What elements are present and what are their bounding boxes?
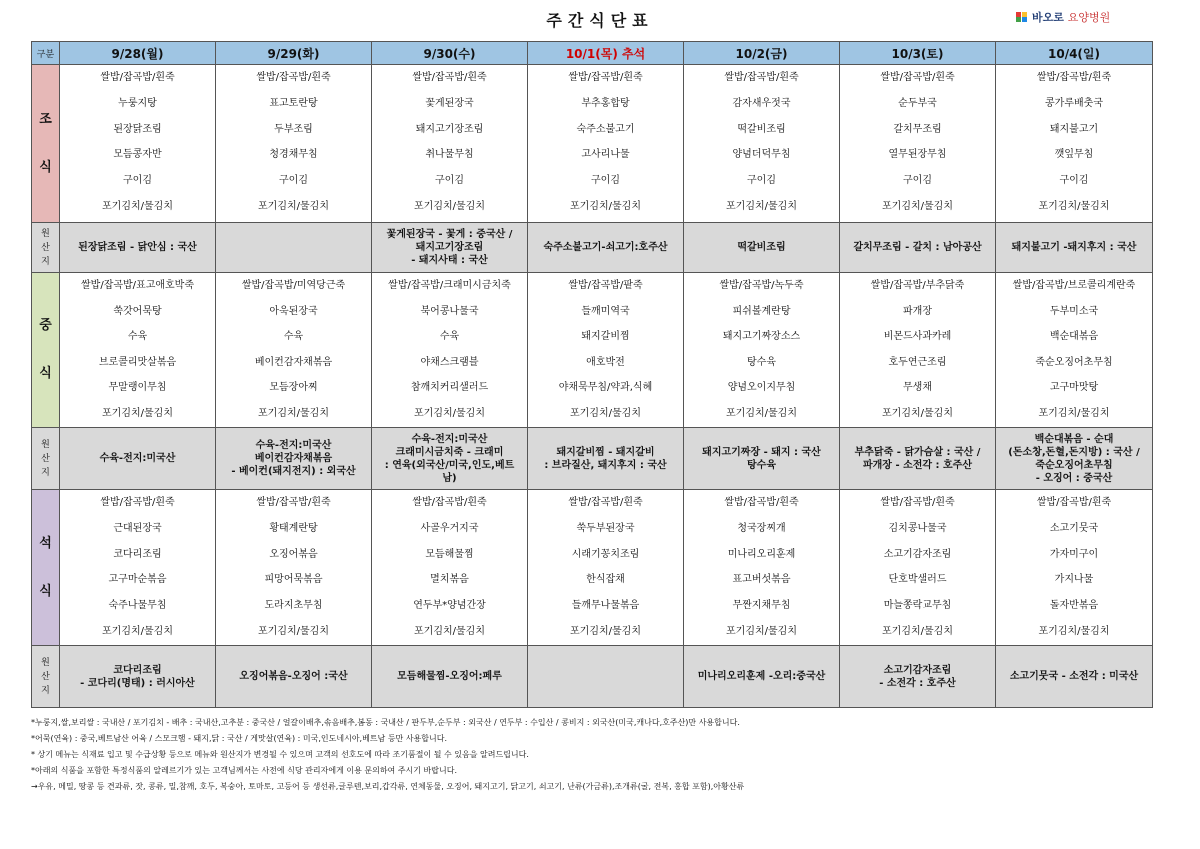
- menu-item: 구이김: [123, 175, 152, 187]
- menu-item-list: [60, 273, 215, 426]
- menu-item: 호두연근조림: [888, 356, 947, 368]
- menu-item: 포기김치/물김치: [102, 625, 173, 637]
- origin-cell: 돼지고기짜장 - 돼지 : 국산 탕수육: [684, 428, 840, 490]
- menu-item: 꽃게된장국: [425, 97, 474, 109]
- header-day: 9/28(월): [60, 42, 216, 65]
- menu-item: 수육: [127, 331, 148, 342]
- footnote: *아래의 식품을 포함한 특정식품의 알레르기가 있는 고객님께서는 사전에 식당 관리자에게 이용 문의하여 주시기 바랍니다.: [31, 766, 457, 775]
- page-title: 주간식단표: [546, 11, 654, 30]
- menu-item: 포기김치/물김치: [882, 625, 953, 637]
- menu-item: 쌀밥/잡곡밥/부추닭죽: [870, 280, 965, 291]
- origin-cell: 소고기감자조림 - 소전각 : 호주산: [840, 646, 996, 708]
- menu-item: 표고버섯볶음: [732, 574, 791, 586]
- menu-item-list: [840, 490, 995, 645]
- menu-item: 쑥갓어묵탕: [113, 305, 162, 317]
- menu-item: 구이김: [1059, 175, 1089, 187]
- menu-item: 구이김: [903, 175, 932, 187]
- menu-item: 오징어볶음: [269, 548, 318, 560]
- menu-item: 황태계란탕: [269, 522, 318, 534]
- menu-item: 포기김치/물김치: [258, 200, 329, 212]
- menu-item-list: [528, 65, 683, 220]
- origin-label: 원 산 지: [32, 428, 60, 490]
- menu-item: 모듬장아찌: [269, 382, 318, 393]
- menu-item: 포기김치/물김치: [102, 200, 173, 212]
- menu-item-list: [60, 490, 215, 645]
- menu-item: 포기김치/물김치: [414, 407, 485, 419]
- header-day: 9/29(화): [216, 42, 372, 65]
- menu-item: 구이김: [747, 175, 776, 187]
- menu-item: 아욱된장국: [269, 305, 318, 317]
- menu-item: 순두부국: [898, 97, 937, 109]
- menu-item-list: [372, 65, 527, 220]
- origin-cell: [216, 223, 372, 273]
- lunch-day-cell: [60, 273, 216, 428]
- breakfast-day-cell: [528, 65, 684, 223]
- menu-item: 가자미구이: [1049, 548, 1099, 560]
- menu-item: 두부미소국: [1049, 305, 1099, 317]
- menu-item-list: [840, 65, 995, 220]
- origin-cell: 오징어볶음-오징어 :국산: [216, 646, 372, 708]
- breakfast-origin-row: [32, 223, 1153, 273]
- menu-item: 가지나물: [1054, 574, 1094, 586]
- menu-item: 사골우거지국: [420, 522, 479, 534]
- menu-item: 쌀밥/잡곡밥/흰죽: [412, 72, 487, 83]
- menu-item: 쌀밥/잡곡밥/녹두죽: [719, 280, 804, 291]
- origin-cell: 떡갈비조림: [684, 223, 840, 273]
- origin-label: 원 산 지: [32, 223, 60, 273]
- menu-item: 들깨미역국: [581, 305, 630, 317]
- menu-item: 멸치볶음: [430, 574, 469, 586]
- menu-item: 쌀밥/잡곡밥/흰죽: [1036, 497, 1112, 508]
- menu-item-list: [216, 273, 371, 426]
- menu-item: 포기김치/물김치: [1038, 625, 1110, 637]
- dinner-day-cell: [684, 490, 840, 646]
- menu-item: 깻잎무침: [1054, 149, 1094, 161]
- menu-item: 피망어묵볶음: [264, 574, 323, 586]
- menu-item: 숙주나물무침: [108, 600, 167, 612]
- menu-item: 탕수육: [747, 356, 776, 368]
- menu-item: 포기김치/물김치: [258, 407, 329, 419]
- menu-item: 쌀밥/잡곡밥/미역당근죽: [241, 280, 346, 291]
- menu-item: 도라지초무침: [264, 600, 323, 612]
- menu-item: 연두부*양념간장: [413, 600, 486, 612]
- origin-cell: 돼지불고기 -돼지후지 : 국산: [996, 223, 1153, 273]
- menu-item: 애호박전: [586, 356, 625, 368]
- menu-item: 감자새우젓국: [732, 97, 791, 109]
- breakfast-day-cell: [60, 65, 216, 223]
- menu-item: 북어콩나물국: [420, 305, 479, 317]
- menu-item-list: [216, 65, 371, 220]
- hospital-logo: [1016, 9, 1110, 25]
- header-row: [32, 42, 1153, 65]
- origin-cell: 모듬해물찜-오징어:페루: [372, 646, 528, 708]
- menu-item: 단호박샐러드: [888, 574, 947, 586]
- menu-item: 돼지고기짜장소스: [722, 331, 801, 342]
- menu-item: 표고토란탕: [269, 97, 318, 109]
- menu-item-list: [996, 65, 1152, 220]
- menu-item-list: [996, 490, 1152, 645]
- logo-mark-icon: [1016, 12, 1028, 22]
- menu-item: 쌀밥/잡곡밥/흰죽: [256, 497, 331, 508]
- menu-item: 파개장: [903, 305, 932, 317]
- menu-item: 시래기꽁치조림: [571, 548, 640, 560]
- menu-item: 쌀밥/잡곡밥/흰죽: [100, 497, 175, 508]
- lunch-row: [32, 273, 1153, 428]
- menu-item: 쌀밥/잡곡밥/흰죽: [880, 497, 955, 508]
- menu-item: 쌀밥/잡곡밥/흰죽: [724, 497, 799, 508]
- menu-item: 김치콩나물국: [888, 522, 947, 534]
- footnote: *누룽지,쌀,보리쌀 : 국내산 / 포기김치 - 배추 : 국내산,고추분 : 중국산 / 얼갈이배추,솎음배추,봄동 : 국내산 / 판두부,순두부 : 외국산 / 연두부 : 수입산 / 콩비지 : 외국산(미국,캐나다,호주산)만 사용합니다.: [31, 718, 740, 727]
- origin-cell: 미나리오리훈제 -오리:중국산: [684, 646, 840, 708]
- menu-item: 소고기뭇국: [1049, 522, 1099, 534]
- menu-item: 수육: [439, 331, 460, 342]
- menu-item: 고사리나물: [581, 149, 630, 161]
- origin-cell: 수육-전지:미국산: [60, 428, 216, 490]
- menu-item-list: [372, 490, 527, 645]
- menu-item: 포기김치/물김치: [726, 625, 797, 637]
- menu-item: 누룽지탕: [118, 97, 157, 109]
- menu-item: 수육: [283, 331, 304, 342]
- menu-item: 야채묵무침/약과,식혜: [558, 382, 653, 393]
- menu-item: 돼지고기장조림: [415, 123, 484, 135]
- menu-item: 포기김치/물김치: [1038, 407, 1110, 419]
- menu-item: 포기김치/물김치: [258, 625, 329, 637]
- lunch-day-cell: [372, 273, 528, 428]
- menu-item: 미나리오리훈제: [727, 548, 796, 560]
- menu-item: 고구마맛탕: [1049, 382, 1099, 393]
- breakfast-day-cell: [216, 65, 372, 223]
- menu-item: 들깨무나물볶음: [571, 600, 640, 612]
- menu-item: 떡갈비조림: [737, 123, 786, 135]
- menu-item: 피쉬볼계란탕: [732, 305, 791, 317]
- menu-item: 열무된장무침: [888, 149, 947, 161]
- menu-item: 포기김치/물김치: [882, 200, 953, 212]
- menu-item-list: [684, 65, 839, 220]
- lunch-origin-row: [32, 428, 1153, 490]
- menu-item-list: [216, 490, 371, 645]
- origin-cell: 꽃게된장국 - 꽃게 : 중국산 / 돼지고기장조림 - 돼지사태 : 국산: [372, 223, 528, 273]
- menu-item: 쌀밥/잡곡밥/흰죽: [412, 497, 487, 508]
- menu-item: 부추홍합탕: [581, 97, 630, 109]
- logo-sub: 요양병원: [1067, 11, 1111, 24]
- menu-item: 포기김치/물김치: [726, 200, 797, 212]
- menu-item-list: [60, 65, 215, 220]
- menu-item: 포기김치/물김치: [570, 200, 641, 212]
- menu-item-list: [684, 273, 839, 426]
- menu-item: 무짠지채무침: [732, 600, 791, 612]
- breakfast-day-cell: [684, 65, 840, 223]
- lunch-day-cell: [684, 273, 840, 428]
- weekly-menu-table: [31, 41, 1153, 708]
- menu-item: 쌀밥/잡곡밥/흰죽: [880, 72, 955, 83]
- header-day: 10/2(금): [684, 42, 840, 65]
- header-day: 10/4(일): [996, 42, 1153, 65]
- menu-item: 청경채무침: [269, 149, 318, 161]
- menu-item: 쌀밥/잡곡밥/흰죽: [100, 72, 175, 83]
- origin-cell: 부추닭죽 - 닭가슴살 : 국산 / 파개장 - 소전각 : 호주산: [840, 428, 996, 490]
- header-day-holiday: 10/1(목) 추석: [528, 42, 684, 65]
- menu-item: 쌀밥/잡곡밥/크래미시금치죽: [388, 280, 511, 291]
- menu-item: 구이김: [591, 175, 620, 187]
- menu-item: 쌀밥/잡곡밥/팥죽: [568, 280, 643, 291]
- menu-item-list: [684, 490, 839, 645]
- menu-item: 취나물무침: [425, 149, 474, 161]
- menu-item: 양념더덕무침: [732, 149, 791, 161]
- menu-item: 포기김치/물김치: [570, 625, 641, 637]
- lunch-day-cell: [996, 273, 1153, 428]
- menu-item: 쌀밥/잡곡밥/흰죽: [256, 72, 331, 83]
- origin-cell: [528, 646, 684, 708]
- menu-item: 구이김: [435, 175, 464, 187]
- menu-item: 쌀밥/잡곡밥/브로콜리계란죽: [1012, 280, 1136, 291]
- menu-item: 베이컨감자채볶음: [254, 356, 333, 368]
- menu-item: 포기김치/물김치: [414, 200, 485, 212]
- origin-cell: 소고기뭇국 - 소전각 : 미국산: [996, 646, 1153, 708]
- menu-item: 된장닭조림: [113, 123, 162, 135]
- breakfast-day-cell: [372, 65, 528, 223]
- menu-item: 쌀밥/잡곡밥/흰죽: [568, 72, 643, 83]
- menu-item: 쌀밥/잡곡밥/흰죽: [568, 497, 643, 508]
- header-day: 9/30(수): [372, 42, 528, 65]
- menu-item-list: [528, 490, 683, 645]
- menu-item: 포기김치/물김치: [414, 625, 485, 637]
- lunch-day-cell: [528, 273, 684, 428]
- menu-item: 비몬드사과카레: [883, 331, 952, 342]
- origin-cell: 숙주소불고기-쇠고기:호주산: [528, 223, 684, 273]
- breakfast-day-cell: [840, 65, 996, 223]
- menu-item: 포기김치/물김치: [1038, 200, 1110, 212]
- footnote: * 상기 메뉴는 식재료 입고 및 수급상황 등으로 메뉴와 원산지가 변경될 수 있으며 고객의 선호도에 따라 조기품절이 될 수 있음을 알려드립니다.: [31, 750, 529, 759]
- dinner-row: [32, 490, 1153, 646]
- menu-item: 양념오이지무침: [727, 382, 796, 393]
- menu-item: 무생채: [903, 382, 932, 393]
- origin-cell: 코다리조림 - 코다리(명태) : 러시아산: [60, 646, 216, 708]
- breakfast-day-cell: [996, 65, 1153, 223]
- footnotes: [31, 715, 744, 795]
- menu-item-list: [528, 273, 683, 426]
- menu-item: 쌀밥/잡곡밥/흰죽: [1036, 72, 1112, 83]
- dinner-day-cell: [216, 490, 372, 646]
- menu-item: 브로콜리맛살볶음: [98, 356, 177, 368]
- origin-cell: 돼지갈비찜 - 돼지갈비 : 브라질산, 돼지후지 : 국산: [528, 428, 684, 490]
- header-day: 10/3(토): [840, 42, 996, 65]
- menu-item: 야채스크램블: [420, 356, 479, 368]
- menu-item: 포기김치/물김치: [726, 407, 797, 419]
- menu-item-list: [996, 273, 1152, 426]
- menu-item: 근대된장국: [113, 522, 162, 534]
- menu-item: 돌자반볶음: [1049, 600, 1099, 612]
- menu-item: 모듬콩자반: [113, 149, 162, 161]
- breakfast-row: [32, 65, 1153, 223]
- dinner-label: 석 식: [32, 490, 60, 646]
- menu-item: 숙주소불고기: [576, 123, 635, 135]
- menu-item: 쑥두부된장국: [576, 522, 635, 534]
- lunch-day-cell: [216, 273, 372, 428]
- logo-brand: 바오로: [1032, 11, 1064, 24]
- menu-item: 참깨치커리샐러드: [410, 382, 489, 393]
- menu-item: 콩가루배춧국: [1045, 97, 1103, 109]
- dinner-day-cell: [996, 490, 1153, 646]
- menu-item: 소고기감자조림: [883, 548, 952, 560]
- menu-item: 쌀밥/잡곡밥/표고애호박죽: [81, 280, 194, 291]
- lunch-day-cell: [840, 273, 996, 428]
- footnote: →우유, 메밀, 땅콩 등 견과류, 잣, 콩류, 밀,참깨, 호두, 복숭아, 토마토, 고등어 등 생선류,글루텐,보리,갑각류, 연체동물, 오징어, 돼지고기, 닭고기, 쇠고기, 난류(가금류),조개류(굴, 전복, 홍합 포함),아황산류: [31, 782, 745, 791]
- menu-item-list: [840, 273, 995, 426]
- dinner-day-cell: [528, 490, 684, 646]
- lunch-label: 중 식: [32, 273, 60, 428]
- dinner-day-cell: [372, 490, 528, 646]
- header-gubun: 구분: [32, 42, 60, 65]
- menu-item: 갈치무조림: [893, 123, 942, 135]
- menu-item: 쌀밥/잡곡밥/흰죽: [724, 72, 799, 83]
- origin-cell: 수육-전지:미국산 베이컨감자채볶음 - 베이컨(돼지전지) : 외국산: [216, 428, 372, 490]
- menu-item: 포기김치/물김치: [882, 407, 953, 419]
- menu-item-list: [372, 273, 527, 426]
- menu-item: 포기김치/물김치: [102, 407, 173, 419]
- menu-item: 죽순오징어초무침: [1035, 356, 1113, 368]
- menu-item: 청국장찌개: [737, 522, 786, 534]
- menu-item: 고구마순볶음: [108, 574, 167, 586]
- menu-item: 구이김: [279, 175, 308, 187]
- dinner-origin-row: [32, 646, 1153, 708]
- breakfast-label: 조 식: [32, 65, 60, 223]
- menu-item: 돼지갈비찜: [581, 331, 630, 342]
- menu-item: 모듬해물찜: [425, 548, 474, 560]
- origin-cell: 백순대볶음 - 순대 (돈소창,돈혈,돈지방) : 국산 / 죽순오징어초무침 - 오징어 : 중국산: [996, 428, 1153, 490]
- menu-item: 돼지불고기: [1049, 123, 1099, 135]
- menu-item: 한식잡채: [586, 574, 625, 586]
- menu-item: 백순대볶음: [1049, 331, 1099, 342]
- menu-item: 포기김치/물김치: [570, 407, 641, 419]
- footnote: *어묵(연육) : 중국,베트남산 어육 / 스모크햄 - 돼지,닭 : 국산 / 게맛살(연육) : 미국,인도네시아,베트남 등만 사용합니다.: [31, 734, 448, 743]
- origin-cell: 된장닭조림 - 닭안심 : 국산: [60, 223, 216, 273]
- menu-item: 코다리조림: [113, 548, 162, 560]
- origin-cell: 수육-전지:미국산 크래미시금치죽 - 크래미 : 연육(외국산/미국,인도,베트 남): [372, 428, 528, 490]
- dinner-day-cell: [840, 490, 996, 646]
- origin-label: 원 산 지: [32, 646, 60, 708]
- dinner-day-cell: [60, 490, 216, 646]
- menu-item: 마늘쫑락교무침: [883, 600, 952, 612]
- menu-item: 두부조림: [274, 123, 313, 135]
- origin-cell: 갈치무조림 - 갈치 : 남아공산: [840, 223, 996, 273]
- menu-item: 무말랭이무침: [108, 382, 167, 393]
